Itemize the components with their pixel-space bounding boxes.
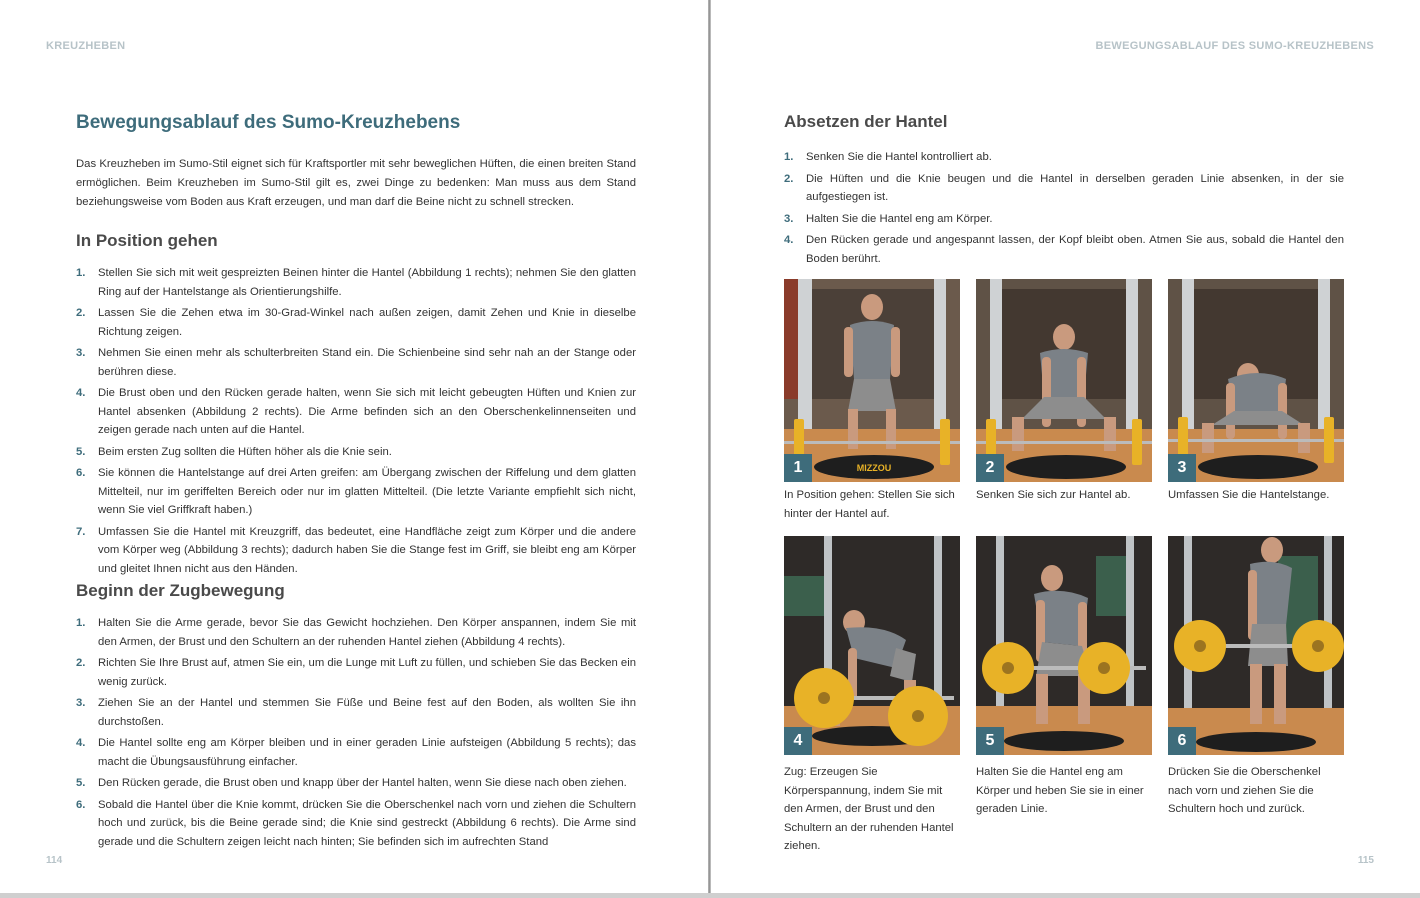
exercise-photo-4	[784, 536, 960, 755]
step-number: 2.	[76, 657, 86, 669]
step-text: Lassen Sie die Zehen etwa im 30-Grad-Winkel nach außen zeigen, damit Zehen und Knie in dieselbe Richtung zeigen.	[98, 307, 636, 338]
steps-list-beginn	[76, 614, 636, 854]
step-number: 3.	[784, 212, 794, 225]
list-item	[76, 774, 636, 793]
steps-list-in-position	[76, 264, 636, 581]
list-item	[76, 654, 636, 691]
photo-image	[1168, 279, 1344, 482]
photo-number-badge: 5	[976, 727, 1004, 755]
photo-number-badge: 4	[784, 727, 812, 755]
section-title-absetzen: Absetzen der Hantel	[784, 112, 948, 131]
left-page	[0, 0, 709, 898]
step-number: 2.	[76, 307, 86, 319]
list-item	[76, 734, 636, 771]
step-number: 3.	[76, 347, 86, 359]
step-number: 2.	[784, 172, 794, 185]
step-text: Die Hantel sollte eng am Körper bleiben und in einer geraden Linie aufsteigen (Abbildung 5 rechts); das macht die Übungsausführung einfacher.	[98, 737, 636, 768]
step-number: 5.	[76, 777, 86, 789]
exercise-photo-5	[976, 536, 1152, 755]
page-bottom-edge	[0, 893, 1420, 898]
step-number: 6.	[76, 798, 86, 811]
exercise-photo-6	[1168, 536, 1344, 755]
photo-caption: Senken Sie sich zur Hantel ab.	[976, 489, 1131, 501]
running-head-right: BEWEGUNGSABLAUF DES SUMO-KREUZHEBENS	[1095, 40, 1374, 52]
step-text: Beim ersten Zug sollten die Hüften höher als die Knie sein.	[98, 445, 392, 458]
step-text: Sie können die Hantelstange auf drei Arten greifen: am Übergang zwischen der Riffelung und dem glatten Mittelteil, nur im geriffelten Bereich oder nur im glatten Mittelteil. (Die letzte Variante empfiehlt sich nicht, wenn Sie viel Griffkraft haben.)	[98, 467, 636, 516]
photo-image	[784, 279, 960, 482]
step-number: 1.	[76, 617, 86, 629]
step-text: Die Brust oben und den Rücken gerade halten, wenn Sie sich mit leicht gebeugten Hüften und Knien zur Hantel absenken (Abbildung 2 rechts). Die Arme befinden sich an den Oberschenkelinnenseiten und zeigen gerade nach unten auf die Hantel.	[98, 387, 636, 436]
step-number: 4.	[76, 737, 86, 749]
list-item	[76, 443, 636, 462]
step-text: Richten Sie Ihre Brust auf, atmen Sie ein, um die Lunge mit Luft zu füllen, und schieben Sie das Becken ein wenig zurück.	[98, 657, 636, 688]
page-number-left: 114	[46, 855, 63, 866]
photo-number-badge: 3	[1168, 454, 1196, 482]
list-item	[784, 231, 1344, 268]
photo-caption: Halten Sie die Hantel eng am Körper und heben Sie sie in einer geraden Linie.	[976, 766, 1144, 815]
step-text: Sobald die Hantel über die Knie kommt, drücken Sie die Oberschenkel nach vorn und ziehen die Schultern hoch und zurück, bis die Beine gerade sind; die Knie sind gestreckt (Abbildung 6 rechts). Die Arme sind gerade und die Schultern zeigen leicht nach hinten; Sie befinden sich im aufrechten Stand	[98, 798, 636, 848]
photo-caption: Zug: Erzeugen Sie Körperspannung, indem Sie mit den Armen, der Brust und den Schultern an der ruhenden Hantel ziehen.	[784, 766, 954, 852]
list-item	[76, 264, 636, 301]
step-text: Nehmen Sie einen mehr als schulterbreiten Stand ein. Die Schienbeine sind sehr nah an der Stange oder berühren diese.	[98, 347, 636, 378]
list-item	[76, 796, 636, 852]
section-title-beginn: Beginn der Zugbewegung	[76, 581, 285, 600]
list-item	[784, 210, 1344, 229]
photo-number-badge: 6	[1168, 727, 1196, 755]
exercise-photo-2	[976, 279, 1152, 482]
photo-image	[976, 279, 1152, 482]
step-number: 1.	[76, 267, 86, 279]
step-number: 4.	[76, 387, 86, 399]
step-number: 1.	[784, 151, 794, 163]
steps-list-absetzen	[784, 148, 1344, 271]
exercise-photo-3	[1168, 279, 1344, 482]
list-item	[76, 344, 636, 381]
chapter-title: Bewegungsablauf des Sumo-Kreuzhebens	[76, 112, 461, 133]
running-head-left: KREUZHEBEN	[46, 40, 126, 52]
list-item	[76, 694, 636, 731]
photo-image	[1168, 536, 1344, 755]
step-number: 6.	[76, 467, 86, 479]
step-text: Halten Sie die Arme gerade, bevor Sie das Gewicht hochziehen. Den Körper anspannen, indem Sie mit den Armen, der Brust und den Schultern an der ruhenden Hantel ziehen (Abbildung 4 rechts).	[98, 617, 636, 648]
intro-paragraph: Das Kreuzheben im Sumo-Stil eignet sich für Kraftsportler mit sehr beweglichen Hüften, die einen breiten Stand ermöglichen. Beim Kreuzheben im Sumo-Stil gilt es, zwei Dinge zu bedenken: Man muss aus dem Stand beziehungsweise vom Boden aus Kraft erzeugen, und man darf die Beine nicht zu schnell strecken.	[76, 158, 636, 208]
photo-caption: Umfassen Sie die Hantelstange.	[1168, 489, 1330, 501]
photo-image	[976, 536, 1152, 755]
exercise-photo-1	[784, 279, 960, 482]
step-number: 4.	[784, 234, 794, 246]
step-number: 3.	[76, 697, 86, 709]
step-number: 5.	[76, 445, 86, 458]
floor-logo: MIZZOU	[856, 463, 892, 473]
step-text: Umfassen Sie die Hantel mit Kreuzgriff, das bedeutet, eine Handfläche zeigt zum Körper und die andere vom Körper weg (Abbildung 3 rechts); dadurch haben Sie die Stange fest im Griff, sie bleibt eng am Körper und gleitet Ihnen nicht aus den Händen.	[98, 525, 636, 575]
step-text: Die Hüften und die Knie beugen und die Hantel in derselben geraden Linie absenken, in der sie aufgestiegen ist.	[806, 172, 1344, 203]
step-number: 7.	[76, 525, 86, 538]
photo-grid	[784, 279, 1345, 852]
photo-number-badge: 1	[784, 454, 812, 482]
page-number-right: 115	[1357, 855, 1374, 866]
step-text: Ziehen Sie an der Hantel und stemmen Sie Füße und Beine fest auf den Boden, als wollten Sie ihn durchstoßen.	[98, 697, 636, 728]
list-item	[76, 523, 636, 579]
list-item	[76, 464, 636, 520]
step-text: Den Rücken gerade, die Brust oben und knapp über der Hantel halten, wenn Sie diese nach oben ziehen.	[98, 777, 627, 789]
list-item	[784, 170, 1344, 207]
list-item	[76, 304, 636, 341]
list-item	[76, 384, 636, 440]
section-title-in-position: In Position gehen	[76, 231, 218, 250]
list-item	[784, 148, 1344, 167]
step-text: Senken Sie die Hantel kontrolliert ab.	[806, 151, 992, 163]
photo-caption: In Position gehen: Stellen Sie sich hinter der Hantel auf.	[784, 489, 955, 520]
photo-caption: Drücken Sie die Oberschenkel nach vorn und ziehen Sie die Schultern hoch und zurück.	[1168, 766, 1321, 815]
step-text: Stellen Sie sich mit weit gespreizten Beinen hinter die Hantel (Abbildung 1 rechts); nehmen Sie den glatten Ring auf der Hantelstange als Orientierungshilfe.	[98, 267, 636, 298]
step-text: Den Rücken gerade und angespannt lassen, der Kopf bleibt oben. Atmen Sie aus, sobald die Hantel den Boden berührt.	[806, 234, 1344, 265]
step-text: Halten Sie die Hantel eng am Körper.	[806, 212, 993, 225]
photo-number-badge: 2	[976, 454, 1004, 482]
list-item	[76, 614, 636, 651]
photo-image	[784, 536, 960, 755]
